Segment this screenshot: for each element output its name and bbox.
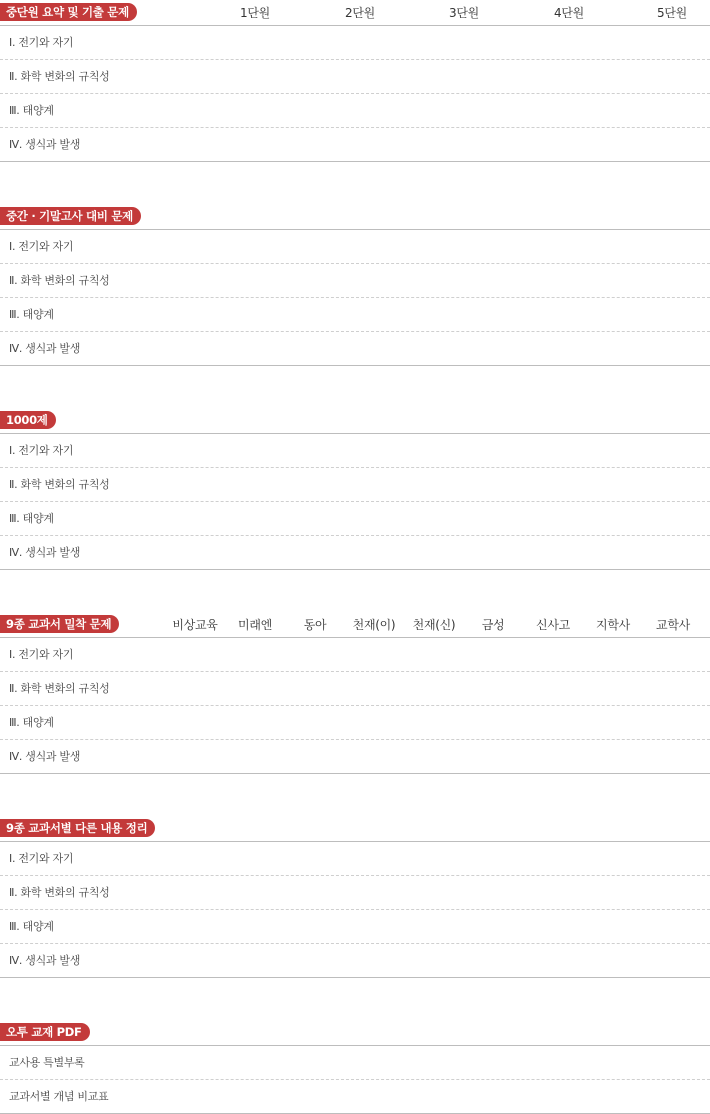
row-solar-system: Ⅲ. 태양계 <box>0 298 710 332</box>
section-title-badge: 9종 교과서 밀착 문제 <box>0 615 119 633</box>
section-header <box>0 204 710 230</box>
column-publisher-visang[interactable]: 비상교육 <box>172 618 218 632</box>
row-electricity-magnetism: Ⅰ. 전기와 자기 <box>0 230 710 264</box>
section-midterm-final <box>0 204 710 366</box>
row-reproduction: Ⅳ. 생식과 발생 <box>0 536 710 570</box>
column-publisher-donga[interactable]: 동아 <box>303 618 327 632</box>
section-title-badge: 9종 교과서별 다른 내용 정리 <box>0 819 155 837</box>
section-header <box>0 816 710 842</box>
section-header <box>0 0 710 26</box>
section-title-badge: 중간 · 기말고사 대비 문제 <box>0 207 141 225</box>
row-electricity-magnetism: Ⅰ. 전기와 자기 <box>0 638 710 672</box>
column-publisher-chunjae-lee[interactable]: 천재(이) <box>352 618 396 632</box>
column-unit-5[interactable]: 5단원 <box>657 6 687 20</box>
row-chemical-change: Ⅱ. 화학 변화의 규칙성 <box>0 468 710 502</box>
column-unit-3[interactable]: 3단원 <box>449 6 479 20</box>
row-reproduction: Ⅳ. 생식과 발생 <box>0 944 710 978</box>
section-textbook-differences <box>0 816 710 978</box>
row-solar-system: Ⅲ. 태양계 <box>0 706 710 740</box>
row-electricity-magnetism: Ⅰ. 전기와 자기 <box>0 842 710 876</box>
section-title-badge: 중단원 요약 및 기출 문제 <box>0 3 137 21</box>
row-reproduction: Ⅳ. 생식과 발생 <box>0 740 710 774</box>
row-reproduction: Ⅳ. 생식과 발생 <box>0 332 710 366</box>
section-title-badge: 1000제 <box>0 411 56 429</box>
row-chemical-change: Ⅱ. 화학 변화의 규칙성 <box>0 876 710 910</box>
row-reproduction: Ⅳ. 생식과 발생 <box>0 128 710 162</box>
row-solar-system: Ⅲ. 태양계 <box>0 502 710 536</box>
column-unit-4[interactable]: 4단원 <box>554 6 584 20</box>
section-textbook-problems <box>0 612 710 774</box>
column-unit-2[interactable]: 2단원 <box>345 6 375 20</box>
section-title-badge: 오투 교재 PDF <box>0 1023 90 1041</box>
row-concept-comparison[interactable]: 교과서별 개념 비교표 <box>0 1080 710 1114</box>
section-header <box>0 612 710 638</box>
section-unit-summary <box>0 0 710 162</box>
row-chemical-change: Ⅱ. 화학 변화의 규칙성 <box>0 672 710 706</box>
row-solar-system: Ⅲ. 태양계 <box>0 910 710 944</box>
column-publisher-kumsung[interactable]: 금성 <box>481 618 505 632</box>
row-chemical-change: Ⅱ. 화학 변화의 규칙성 <box>0 264 710 298</box>
column-publisher-sinsago[interactable]: 신사고 <box>536 618 570 632</box>
column-publisher-kyohak[interactable]: 교학사 <box>656 618 690 632</box>
section-header <box>0 1020 710 1046</box>
column-publisher-jihak[interactable]: 지학사 <box>596 618 630 632</box>
row-electricity-magnetism: Ⅰ. 전기와 자기 <box>0 26 710 60</box>
column-publisher-miraen[interactable]: 미래엔 <box>238 618 272 632</box>
column-unit-1[interactable]: 1단원 <box>240 6 270 20</box>
column-publisher-chunjae-shin[interactable]: 천재(신) <box>412 618 456 632</box>
section-header <box>0 408 710 434</box>
row-teacher-appendix[interactable]: 교사용 특별부록 <box>0 1046 710 1080</box>
row-electricity-magnetism: Ⅰ. 전기와 자기 <box>0 434 710 468</box>
section-otwo-pdf <box>0 1020 710 1114</box>
row-chemical-change: Ⅱ. 화학 변화의 규칙성 <box>0 60 710 94</box>
row-solar-system: Ⅲ. 태양계 <box>0 94 710 128</box>
section-1000-problems <box>0 408 710 570</box>
